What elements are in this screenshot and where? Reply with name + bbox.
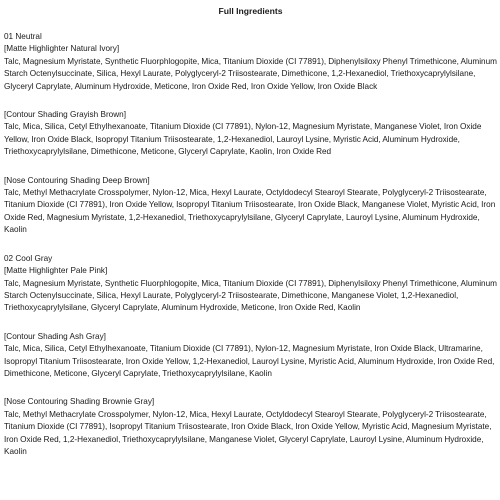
ingredient-list: Talc, Magnesium Myristate, Synthetic Fluorphlogopite, Mica, Titanium Dioxide (CI 77891), Diphenylsiloxy Phenyl Trimethicone, Aluminum Starch Octenylsuccinate, Silica, Hexyl Laurate, Polyglyceryl-2 Triisostearate, Dimethicone, 1,2-Hexanediol, Triethoxycaprylylsilane, Glyceryl Caprylate, Aluminum Hydroxide, Meticone, Iron Oxide Red, Iron Oxide Yellow, Iron Oxide Black <box>4 56 497 91</box>
ingredient-section <box>4 396 497 458</box>
product-group-neutral <box>4 31 497 237</box>
section-title: [Nose Contouring Shading Deep Brown] <box>4 175 150 185</box>
section-title: [Contour Shading Ash Gray] <box>4 331 106 341</box>
ingredient-section <box>4 331 497 381</box>
product-group-cool-gray <box>4 253 497 459</box>
ingredient-list: Talc, Methyl Methacrylate Crosspolymer, Nylon-12, Mica, Hexyl Laurate, Octyldodecyl Stearoyl Stearate, Polyglyceryl-2 Triisostearate, Titanium Dioxide (CI 77891), Iron Oxide Yellow, Isopropyl Titanium Triisostearate, Iron Oxide Black, Manganese Violet, Myristic Acid, Iron Oxide Red, Magnesium Myristate, 1,2-Hexanediol, Triethoxycaprylylsilane, Glyceryl Caprylate, Lauroyl Lysine, Aluminum Hydroxide, Kaolin <box>4 188 496 235</box>
ingredient-list: Talc, Methyl Methacrylate Crosspolymer, Nylon-12, Mica, Hexyl Laurate, Octyldodecyl Stearoyl Stearate, Polyglyceryl-2 Triisostearate, Titanium Dioxide (CI 77891), Isopropyl Titanium Triisostearate, Iron Oxide Black, Iron Oxide Yellow, Myristic Acid, Magnesium Myristate, Iron Oxide Red, 1,2-Hexanediol, Triethoxycaprylylsilane, Manganese Violet, Glyceryl Caprylate, Lauroyl Lysine, Aluminum Hydroxide, Kaolin <box>4 409 492 456</box>
ingredient-section <box>4 43 497 93</box>
section-title: [Matte Highlighter Natural Ivory] <box>4 44 120 54</box>
section-title: [Matte Highlighter Pale Pink] <box>4 266 108 276</box>
ingredient-section <box>4 175 497 237</box>
section-title: [Contour Shading Grayish Brown] <box>4 110 126 120</box>
ingredient-list: Talc, Mica, Silica, Cetyl Ethylhexanoate, Titanium Dioxide (CI 77891), Nylon-12, Magnesium Myristate, Manganese Violet, Iron Oxide Yellow, Iron Oxide Black, Isopropyl Titanium Triisostearate, 1,2-Hexanediol, Lauroyl Lysine, Myristic Acid, Aluminum Hydroxide, Triethoxycaprylylsilane, Dimethicone, Meticone, Glyceryl Caprylate, Kaolin, Iron Oxide Red <box>4 122 482 157</box>
ingredient-section <box>4 109 497 159</box>
ingredient-list: Talc, Magnesium Myristate, Synthetic Fluorphlogopite, Mica, Titanium Dioxide (CI 77891), Diphenylsiloxy Phenyl Trimethicone, Aluminum Starch Octenylsuccinate, Silica, Hexyl Laurate, Polyglyceryl-2 Triisostearate, Dimethicone, Manganese Violet, 1,2-Hexanediol, Triethoxycaprylylsilane, Glyceryl Caprylate, Aluminum Hydroxide, Meticone, Iron Oxide Red, Kaolin <box>4 278 497 313</box>
section-title: [Nose Contouring Shading Brownie Gray] <box>4 397 155 407</box>
page-title: Full Ingredients <box>218 6 283 16</box>
ingredient-section <box>4 265 497 315</box>
group-heading: 01 Neutral <box>4 32 42 41</box>
group-heading: 02 Cool Gray <box>4 253 53 263</box>
ingredient-list: Talc, Mica, Silica, Cetyl Ethylhexanoate, Titanium Dioxide (CI 77891), Nylon-12, Magnesium Myristate, Iron Oxide Black, Ultramarine, Isopropyl Titanium Triisostearate, Iron Oxide Yellow, 1,2-Hexanediol, Lauroyl Lysine, Myristic Acid, Aluminum Hydroxide, Iron Oxide Red, Dimethicone, Meticone, Glyceryl Caprylate, Triethoxycaprylylsilane, Kaolin <box>4 344 495 378</box>
